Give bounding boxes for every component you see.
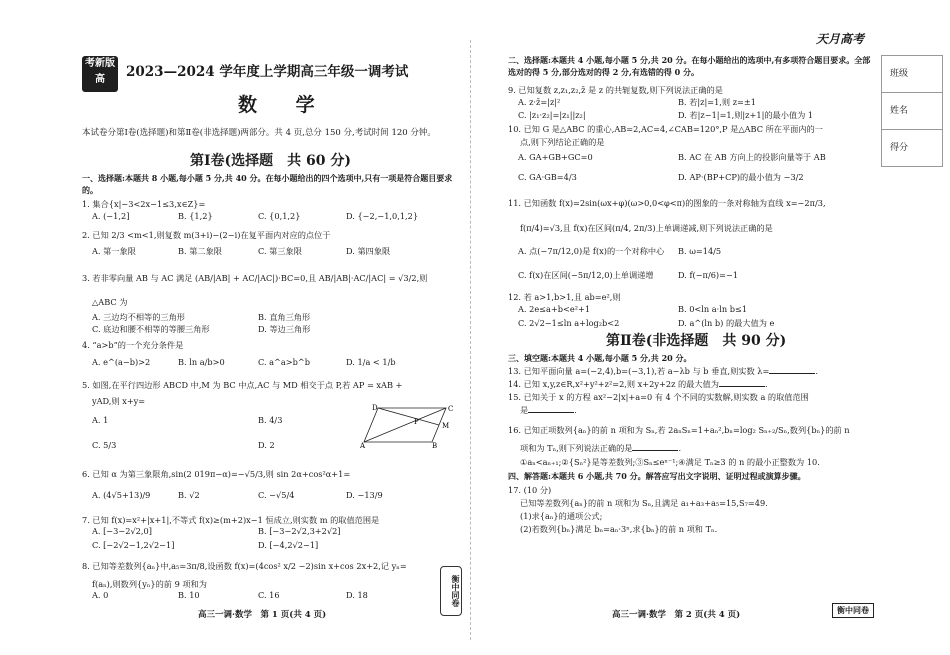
left-page-footer: 高三一调·数学 第 1 页(共 4 页) <box>198 610 327 620</box>
option-b: B. 0<ln a·ln b≤1 <box>678 304 748 314</box>
question-4: 4. “a>b”的一个充分条件是 <box>82 340 184 350</box>
option-b: B. {1,2} <box>178 211 213 221</box>
score-field[interactable]: 得分 <box>890 143 909 153</box>
option-a: A. 0 <box>92 590 109 600</box>
option-d: D. {−2,−1,0,1,2} <box>346 211 419 221</box>
option-b: B. √2 <box>178 490 200 500</box>
brand-logo: 天月高考 <box>816 32 865 46</box>
option-b: B. AC 在 AB 方向上的投影向量等于 AB <box>678 152 826 162</box>
question-3-line2: △ABC 为 <box>92 297 128 307</box>
option-b: B. 4/3 <box>258 415 283 425</box>
answer-blank <box>719 386 765 387</box>
question-16-statements: ①aₙ<aₙ₊₁;②{Sₙ²}是等差数列;③Sₙ≤eⁿ⁻¹;④满足 Tₙ≥3 的 n 的最小正整数为 10. <box>520 457 820 467</box>
option-a: A. 1 <box>92 415 109 425</box>
question-1: 1. 集合{x|−3<2x−1≤3,x∈Z}= <box>82 199 206 209</box>
option-d: D. AP·(BP+CP)的最小值为 −3/2 <box>678 172 804 182</box>
option-b: B. [−3−2√2,3+2√2] <box>258 526 341 536</box>
vertex-d-label: D <box>372 404 378 412</box>
option-b: B. 第二象限 <box>178 246 222 256</box>
question-12: 12. 若 a>1,b>1,且 ab=e²,则 <box>508 292 621 302</box>
option-c: C. 第三象限 <box>258 246 302 256</box>
option-b: B. 10 <box>178 590 200 600</box>
option-c: C. f(x)在区间(−5π/12,0)上单调递增 <box>518 270 654 280</box>
question-17-part1: (1)求{aₙ}的通项公式; <box>520 511 603 521</box>
question-13: 13. 已知平面向量 a=(−2,4),b=(−3,1),若 a−λb 与 b 垂直,则实数 λ= . <box>508 366 818 376</box>
question-16-text: 项和为 Tₙ,则下列说法正确的是 <box>520 443 633 453</box>
option-a: A. 三边均不相等的三角形 <box>92 312 185 322</box>
vertex-a-label: A <box>360 442 366 449</box>
option-d: D. −13/9 <box>346 490 383 500</box>
question-8: 8. 已知等差数列{aₙ}中,a₅=3π/8,设函数 f(x)=(4cos² x/2 −2)sin x+cos 2x+2,记 yₙ= <box>82 561 407 571</box>
option-c: C. −√5/4 <box>258 490 295 500</box>
option-a: A. 第一象限 <box>92 246 136 256</box>
answer-blank <box>632 450 678 451</box>
point-p-label: P <box>414 418 419 426</box>
question-6: 6. 已知 α 为第三象限角,sin(2 019π−α)=−√5/3,则 sin 2α+cos²α+1= <box>82 469 351 479</box>
section-3-heading: 三、填空题:本题共 4 小题,每小题 5 分,共 20 分。 <box>508 353 692 363</box>
option-a: A. z·z̄=|z|² <box>518 97 561 107</box>
question-7: 7. 已知 f(x)=x²+|x+1|,不等式 f(x)≥(m+2)x−1 恒成立,则实数 m 的取值范围是 <box>82 515 380 525</box>
option-c: C. |z₁·z₂|=|z₁||z₂| <box>518 110 586 120</box>
question-10-line2: 点,则下列结论正确的是 <box>520 137 605 147</box>
option-c: C. 5/3 <box>92 440 117 450</box>
option-d: D. a^(ln b) 的最大值为 e <box>678 318 775 328</box>
question-2: 2. 已知 2/3 <m<1,则复数 m(3+i)−(2−i)在复平面内对应的点位于 <box>82 230 331 240</box>
question-16-line2: 项和为 Tₙ,则下列说法正确的是 . <box>520 443 682 453</box>
option-a: A. 点(−7π/12,0)是 f(x)的一个对称中心 <box>518 246 665 256</box>
answer-blank <box>769 373 815 374</box>
question-14: 14. 已知 x,y,z∈R,x²+y²+z²=2,则 x+2y+2z 的最大值为 . <box>508 379 768 389</box>
option-d: D. 等边三角形 <box>258 324 311 334</box>
section-1-heading: 一、选择题:本题共 8 小题,每小题 5 分,共 40 分。在每小题给出的四个选项中,只有一项是符合题目要求的。 <box>82 173 453 195</box>
option-d: D. [−4,2√2−1] <box>258 540 319 550</box>
page-divider <box>470 40 471 640</box>
exam-intro: 本试卷分第Ⅰ卷(选择题)和第Ⅱ卷(非选择题)两部分。共 4 页,总分 150 分,考试时间 120 分钟。 <box>82 128 436 138</box>
option-d: D. 2 <box>258 440 275 450</box>
option-d: D. f(−π/6)=−1 <box>678 270 739 280</box>
question-10: 10. 已知 G 是△ABC 的重心,AB=2,AC=4,∠CAB=120°,P 是△ABC 所在平面内的一 <box>508 124 823 134</box>
parallelogram-figure <box>360 404 455 449</box>
option-a: A. 2e≤a+b<e²+1 <box>518 304 591 314</box>
option-b: B. ω=14/5 <box>678 246 722 256</box>
option-c: C. GA·GB=4/3 <box>518 172 577 182</box>
hengzhong-stamp: 衡中同卷 <box>832 603 874 618</box>
question-17-stem: 已知等差数列{aₙ}的前 n 项和为 Sₙ,且满足 a₁+a₃+a₅=15,S₇=49. <box>520 498 768 508</box>
exam-title: 2023—2024 学年度上学期高三年级一调考试 <box>126 64 409 80</box>
volume-1-title: 第Ⅰ卷(选择题 共 60 分) <box>190 153 352 169</box>
right-page <box>478 0 950 655</box>
question-15: 15. 已知关于 x 的方程 ax²−2|x|+a=0 有 4 个不同的实数解,则实数 a 的取值范围 <box>508 392 809 402</box>
question-5-line2: yAD,则 x+y= <box>92 396 146 406</box>
question-11: 11. 已知函数 f(x)=2sin(ωx+φ)(ω>0,0<φ<π)的图象的一条对称轴为直线 x=−2π/3, <box>508 198 826 208</box>
volume-2-title: 第Ⅱ卷(非选择题 共 90 分) <box>606 333 787 349</box>
answer-blank <box>528 412 574 413</box>
question-11-line2: f(π/4)=√3,且 f(x)在区间(π/4, 2π/3)上单调递减,则下列说法正确的是 <box>520 223 773 233</box>
option-c: C. [−2√2−1,2√2−1] <box>92 540 175 550</box>
student-info-box <box>881 55 943 167</box>
vertex-c-label: C <box>448 405 454 413</box>
option-c: C. {0,1,2} <box>258 211 301 221</box>
question-14-text: 14. 已知 x,y,z∈R,x²+y²+z²=2,则 x+2y+2z 的最大值为 <box>508 379 719 389</box>
new-edition-badge: 考新版高 <box>82 56 118 92</box>
option-c: C. 底边和腰不相等的等腰三角形 <box>92 324 210 334</box>
vertex-b-label: B <box>432 442 438 449</box>
question-17: 17. (10 分) <box>508 485 552 495</box>
point-m-label: M <box>442 422 450 430</box>
question-13-text: 13. 已知平面向量 a=(−2,4),b=(−3,1),若 a−λb 与 b 垂直,则实数 λ= <box>508 366 770 376</box>
question-15-text: 是 <box>520 405 529 415</box>
option-c: C. 16 <box>258 590 280 600</box>
question-9: 9. 已知复数 z,z₁,z₂,z̄ 是 z 的共轭复数,则下列说法正确的是 <box>508 85 723 95</box>
option-b: B. 直角三角形 <box>258 312 311 322</box>
option-c: C. a^a>b^b <box>258 357 311 367</box>
option-a: A. (−1,2] <box>92 211 130 221</box>
option-a: A. [−3−2√2,0] <box>92 526 152 536</box>
option-c: C. 2√2−1≤ln a+log₂b<2 <box>518 318 620 328</box>
section-4-heading: 四、解答题:本题共 6 小题,共 70 分。解答应写出文字说明、证明过程或演算步骤。 <box>508 471 806 481</box>
option-d: D. 1/a < 1/b <box>346 357 396 367</box>
right-page-footer: 高三一调·数学 第 2 页(共 4 页) <box>612 610 741 620</box>
subject-title: 数 学 <box>238 94 331 116</box>
option-a: A. e^(a−b)>2 <box>92 357 151 367</box>
question-15-line2: 是 . <box>520 405 577 415</box>
option-d: D. 18 <box>346 590 368 600</box>
section-2-heading: 二、选择题:本题共 4 小题,每小题 5 分,共 20 分。在每小题给出的选项中,有多项符合题目要求。全部选对的得 5 分,部分选对的得 2 分,有选错的得 0 分。 <box>508 55 871 77</box>
option-b: B. 若|z|=1,则 z=±1 <box>678 97 756 107</box>
question-5: 5. 如图,在平行四边形 ABCD 中,M 为 BC 中点,AC 与 MD 相交于点 P,若 AP = xAB + <box>82 380 403 390</box>
name-field[interactable]: 姓名 <box>882 93 942 130</box>
question-8-line2: f(aₙ),则数列{yₙ}的前 9 项和为 <box>92 579 207 589</box>
class-field[interactable]: 班级 <box>882 56 942 93</box>
option-a: A. GA+GB+GC=0 <box>518 152 593 162</box>
option-a: A. (4√5+13)/9 <box>92 490 151 500</box>
hengzhong-seal: 衡中同卷 <box>440 566 462 616</box>
option-b: B. ln a/b>0 <box>178 357 225 367</box>
question-16: 16. 已知正项数列{aₙ}的前 n 项和为 Sₙ,若 2aₙSₙ=1+aₙ²,bₙ=log₂ Sₙ₊₂/Sₙ,数列{bₙ}的前 n <box>508 425 850 435</box>
question-17-part2: (2)若数列{bₙ}满足 bₙ=aₙ·3ⁿ,求{bₙ}的前 n 项和 Tₙ. <box>520 524 718 534</box>
option-d: D. 若|z−1|=1,则|z+1|的最小值为 1 <box>678 110 814 120</box>
question-3: 3. 若非零向量 AB 与 AC 满足 (AB/|AB| + AC/|AC|)·BC=0,且 AB/|AB|·AC/|AC| = √3/2,则 <box>82 273 428 283</box>
option-d: D. 第四象限 <box>346 246 391 256</box>
